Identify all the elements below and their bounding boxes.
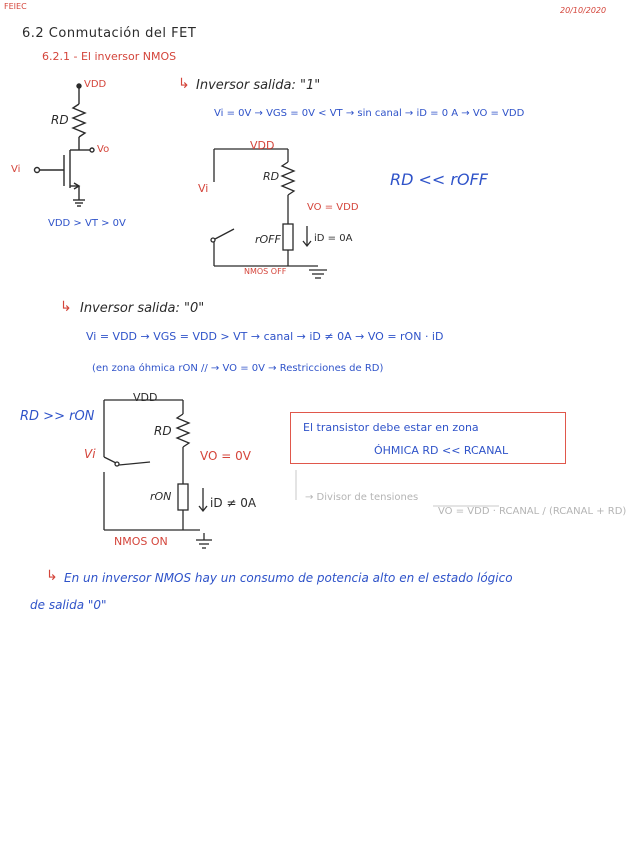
output0-equation: Vi = VDD → VGS = VDD > VT → canal → iD ≠ 0A → VO = rON · iD: [86, 330, 444, 343]
arrow-icon: ↳: [178, 76, 190, 92]
output1-equation: Vi = 0V → VGS = 0V < VT → sin canal → iD = 0 A → VO = VDD: [214, 108, 525, 119]
output0-ratio: RD >> rON: [20, 409, 95, 424]
c3-id-label: iD ≠ 0A: [210, 496, 257, 510]
header-date: 20/10/2020: [560, 6, 607, 15]
note-box-line2: ÓHMICA RD << RCANAL: [374, 444, 509, 457]
c3-rd-label: RD: [154, 424, 172, 438]
c3-ron-label: rON: [150, 490, 172, 503]
divider-equation: VO = VDD · RCANAL / (RCANAL + RD): [438, 506, 627, 517]
c2-vdd-label: VDD: [250, 139, 275, 152]
c3-vdd-label: VDD: [133, 391, 158, 404]
c1-vo-label: Vo: [97, 144, 110, 155]
c1-rd-label: RD: [51, 113, 69, 127]
output0-note: (en zona óhmica rON // → VO = 0V → Restricciones de RD): [92, 363, 384, 374]
c3-vi-label: Vi: [84, 447, 96, 461]
note-box-line1: El transistor debe estar en zona: [303, 421, 479, 434]
section-title: 6.2 Conmutación del FET: [22, 26, 197, 41]
c2-rd-label: RD: [263, 170, 280, 183]
arrow-icon: ↳: [46, 568, 58, 584]
output1-ratio: RD << rOFF: [390, 170, 488, 189]
c2-roff-label: rOFF: [255, 233, 281, 246]
header-tag: FEIEC: [4, 2, 27, 11]
conclusion-line2: de salida "0": [30, 598, 107, 612]
c2-vo-label: VO = VDD: [307, 202, 359, 213]
arrow-icon: ↳: [60, 299, 72, 315]
c3-vo-label: VO = 0V: [200, 449, 251, 463]
conclusion-line1: En un inversor NMOS hay un consumo de potencia alto en el estado lógico: [64, 571, 513, 585]
c1-condition: VDD > VT > 0V: [48, 218, 126, 229]
output1-heading: Inversor salida: "1": [196, 78, 321, 93]
c2-state-label: NMOS OFF: [244, 267, 287, 276]
c2-id-label: iD = 0A: [314, 233, 353, 244]
c1-vi-label: Vi: [11, 164, 21, 175]
c1-vdd-label: VDD: [84, 79, 107, 90]
c2-vi-label: Vi: [198, 182, 209, 195]
section-subtitle: 6.2.1 - El inversor NMOS: [42, 50, 177, 63]
divider-note: → Divisor de tensiones: [305, 492, 419, 503]
output0-heading: Inversor salida: "0": [80, 301, 205, 316]
c3-state-label: NMOS ON: [114, 535, 168, 548]
